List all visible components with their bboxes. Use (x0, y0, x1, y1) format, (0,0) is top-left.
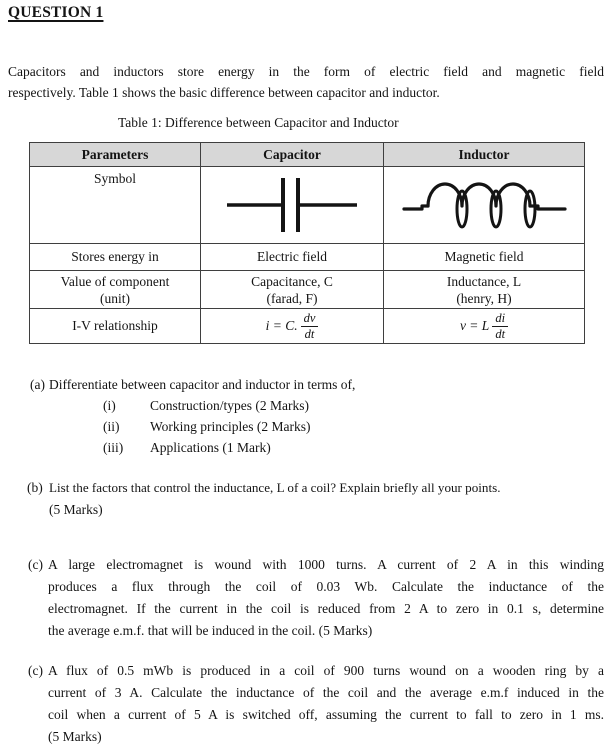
question-a-label: (a) (30, 377, 45, 392)
item-i-text: Construction/types (2 Marks) (150, 398, 309, 413)
item-iii-number: (iii) (103, 440, 124, 455)
intro-paragraph (8, 61, 604, 103)
question-c2 (28, 660, 604, 745)
capacitor-formula-numerator: dv (301, 312, 319, 327)
item-ii-number: (ii) (103, 419, 120, 434)
table-header-parameters: Parameters (30, 143, 201, 167)
question-c1-body (48, 554, 604, 642)
question-c1-label: (c) (28, 557, 43, 572)
question-c2-marks: (5 Marks) (48, 729, 102, 744)
question-title: QUESTION 1 (8, 4, 104, 21)
question-c2-body (48, 660, 604, 745)
inductor-iv-formula (384, 312, 584, 341)
stores-inductor-cell: Magnetic field (384, 244, 585, 271)
question-c2-line2: current of 3 A. Calculate the inductance of the coil and the average e.m.f induced in the (48, 685, 604, 700)
iv-inductor-cell (384, 309, 585, 344)
value-parameter-cell (30, 271, 201, 309)
capacitor-inductor-table (29, 142, 585, 344)
table-row-stores-energy (30, 244, 585, 271)
capacitor-iv-formula (201, 312, 383, 341)
table-row-iv-relationship (30, 309, 585, 344)
inductor-formula-denominator: dt (495, 326, 506, 341)
inductor-symbol-cell (384, 167, 585, 244)
question-c2-line1: A flux of 0.5 mWb is produced in a coil of 900 turns wound on a wooden ring by a (48, 663, 604, 678)
inductor-coil-icon (402, 179, 567, 231)
iv-capacitor-cell (201, 309, 384, 344)
question-b-line1: List the factors that control the inductance, L of a coil? Explain briefly all your points. (49, 480, 501, 495)
stores-parameter-cell: Stores energy in (30, 244, 201, 271)
question-a-item-iii (103, 437, 604, 458)
capacitor-formula-denominator: dt (304, 326, 315, 341)
item-ii-text: Working principles (2 Marks) (150, 419, 311, 434)
intro-line-2: respectively. Table 1 shows the basic difference between capacitor and inductor. (8, 85, 440, 100)
value-parameter-line2: (unit) (100, 290, 130, 306)
question-b-marks: (5 Marks) (49, 502, 103, 517)
question-a-text: Differentiate between capacitor and inductor in terms of, (49, 377, 356, 392)
question-c1 (28, 554, 604, 642)
value-inductor-line1: Inductance, L (446, 273, 522, 289)
value-capacitor-cell (201, 271, 384, 309)
question-c2-row (28, 660, 604, 745)
value-capacitor-line2: (farad, F) (266, 290, 318, 306)
capacitor-formula-lhs: i = C. (265, 318, 298, 333)
question-a-item-i (103, 395, 604, 416)
question-b-body (49, 477, 604, 521)
value-inductor-line2: (henry, H) (456, 290, 512, 306)
item-i-number: (i) (103, 398, 116, 413)
question-b (27, 477, 604, 521)
question-a-item-ii (103, 416, 604, 437)
inductor-formula-lhs: v = L (459, 318, 490, 333)
iv-parameter-cell: I-V relationship (30, 309, 201, 344)
capacitor-symbol-icon (226, 177, 358, 233)
question-c1-line3: electromagnet. If the current in the coil is reduced from 2 A to zero in 0.1 s, determine (48, 601, 604, 616)
table-row-symbol (30, 167, 585, 244)
question-c1-line1: A large electromagnet is wound with 1000 turns. A current of 2 A in this winding (48, 557, 604, 572)
table-row-value (30, 271, 585, 309)
value-parameter-line1: Value of component (60, 273, 170, 289)
value-capacitor-line1: Capacitance, C (251, 273, 333, 289)
question-c1-line2: produces a flux through the coil of 0.03 Wb. Calculate the inductance of the (48, 579, 604, 594)
item-iii-text: Applications (1 Mark) (150, 440, 271, 455)
question-c1-line4: the average e.m.f. that will be induced in the coil. (5 Marks) (48, 623, 373, 638)
capacitor-symbol-cell (201, 167, 384, 244)
capacitor-formula-fraction (301, 312, 319, 341)
question-c2-label: (c) (28, 663, 43, 678)
question-b-row (27, 477, 604, 521)
table-header-inductor: Inductor (384, 143, 585, 167)
inductor-formula-numerator: di (492, 312, 508, 327)
intro-line-1: Capacitors and inductors store energy in the form of electric field and magnetic field (8, 64, 604, 79)
table-header-capacitor: Capacitor (201, 143, 384, 167)
question-c1-row (28, 554, 604, 642)
table-caption: Table 1: Difference between Capacitor and Inductor (118, 115, 399, 130)
symbol-parameter-cell: Symbol (30, 167, 201, 244)
question-c2-line3: coil when a current of 5 A is switched off, assuming the current to fall to zero in 1 ms. (48, 707, 604, 722)
question-a-row (30, 374, 604, 395)
table-header-row (30, 143, 585, 167)
question-a (30, 374, 604, 458)
question-b-label: (b) (27, 480, 43, 495)
stores-capacitor-cell: Electric field (201, 244, 384, 271)
inductor-formula-fraction (492, 312, 508, 341)
value-inductor-cell (384, 271, 585, 309)
